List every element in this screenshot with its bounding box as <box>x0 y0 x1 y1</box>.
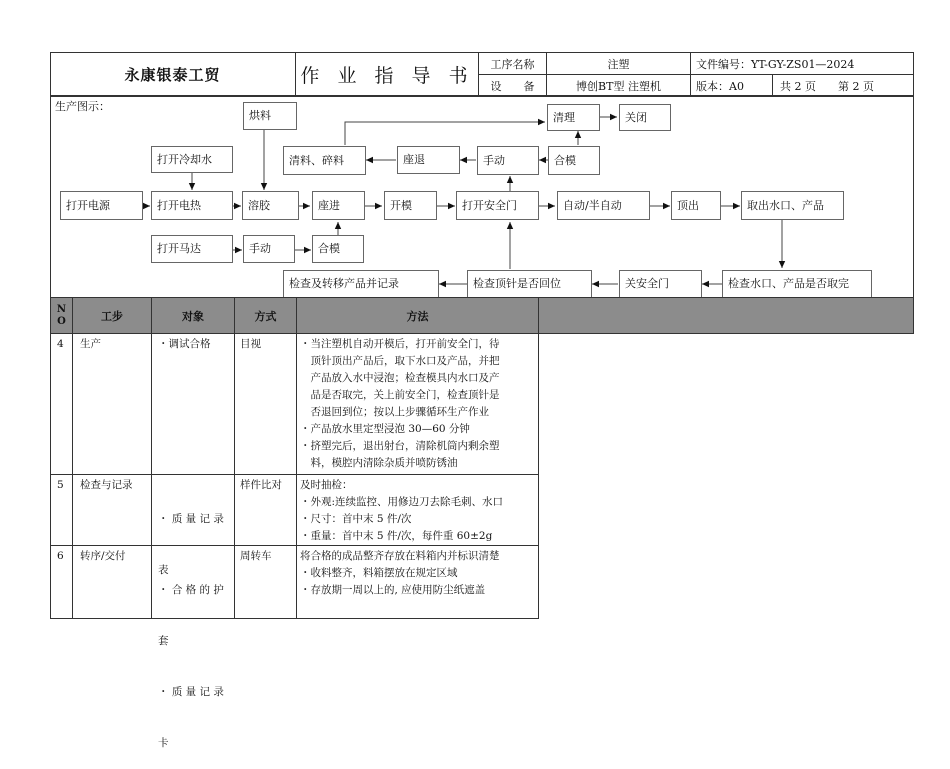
flow-node-clean: 清理 <box>547 104 600 131</box>
flow-node-clamp-bottom: 合模 <box>312 235 364 263</box>
method-line: ・挤塑完后，退出射台，清除机筒内剩余塑 <box>300 440 500 452</box>
method-line: 顶针顶出产品后，取下水口及产品，并把 <box>300 355 500 367</box>
object-line: 卡 <box>158 737 169 749</box>
table-row-4-mode: 目视 <box>240 338 261 350</box>
method-line: ・产品放水里定型浸泡 30—60 分钟 <box>300 423 470 435</box>
table-row-5-step: 检查与记录 <box>80 479 133 491</box>
method-line: ・当注塑机自动开模后，打开前安全门，待 <box>300 338 500 350</box>
table-row-4-object <box>158 336 211 353</box>
col-header-step: 工步 <box>101 309 123 323</box>
table-row-5-method <box>300 477 503 545</box>
flow-node-close-door: 关安全门 <box>619 270 702 298</box>
company-name: 永康银泰工贸 <box>124 65 221 84</box>
object-line: ・调试合格 <box>158 338 211 350</box>
col-header-method: 方法 <box>406 309 429 323</box>
flow-node-mold-open: 开模 <box>384 191 437 220</box>
flow-node-close: 关闭 <box>619 104 671 131</box>
process-value: 注塑 <box>607 57 630 71</box>
method-line: 否退回到位；按以上步骤循环生产作业 <box>300 406 489 418</box>
table-row-5-no: 5 <box>57 479 64 491</box>
method-line: 产品放入水中浸泡；检查模具内水口及产 <box>300 372 500 384</box>
flow-node-check-transfer: 检查及转移产品并记录 <box>283 270 439 298</box>
method-line: 料，模腔内清除杂质并喷防锈油 <box>300 457 458 469</box>
col-header-no: N O <box>56 303 67 327</box>
method-line: ・存放期一周以上的, 应使用防尘纸遮盖 <box>300 584 486 596</box>
object-line: 表 <box>158 564 169 576</box>
col-header-mode: 方式 <box>254 309 277 323</box>
flow-node-seat-in: 座进 <box>312 191 365 220</box>
flow-node-bake: 烘料 <box>243 102 297 130</box>
method-line: 及时抽检： <box>300 479 353 491</box>
flow-node-seat-back: 座退 <box>397 146 460 174</box>
flow-node-manual-bottom: 手动 <box>243 235 295 263</box>
page-current: 第 2 页 <box>838 79 874 93</box>
method-line: 品是否取完，关上前安全门，检查顶针是 <box>300 389 500 401</box>
flow-node-check-taken: 检查水口、产品是否取完 <box>722 270 872 298</box>
method-line: ・尺寸：首中末 5 件/次 <box>300 513 412 525</box>
method-line: 将合格的成品整齐存放在料箱内并标识清楚 <box>300 550 500 562</box>
table-row-4-method <box>300 336 500 472</box>
object-line: ・ 质 量 记 录 <box>158 513 224 525</box>
flow-node-open-cooling: 打开冷却水 <box>151 146 233 173</box>
table-row-4-step: 生产 <box>80 338 101 350</box>
flow-node-take-out: 取出水口、产品 <box>741 191 844 220</box>
flow-node-heat-on: 打开电热 <box>151 191 233 220</box>
method-line: ・重量：首中末 5 件/次，每件重 60±2g <box>300 530 493 542</box>
method-line: ・收料整齐，料箱摆放在规定区域 <box>300 567 458 579</box>
table-row-6-mode: 周转车 <box>240 550 272 562</box>
object-line: ・ 合 格 的 护 <box>158 584 224 596</box>
flow-node-power-on: 打开电源 <box>60 191 143 220</box>
equipment-value: 博创BT型 注塑机 <box>576 79 661 93</box>
version: 版本：A0 <box>696 79 744 93</box>
table-row-5-mode: 样件比对 <box>240 479 282 491</box>
flow-node-manual-top: 手动 <box>477 146 539 175</box>
flow-node-clamp-top: 合模 <box>548 146 600 175</box>
object-line: ・ 质 量 记 录 <box>158 686 224 698</box>
table-row-6-no: 6 <box>57 550 64 562</box>
flow-node-clear-material: 清料、碎料 <box>283 146 366 175</box>
pages-total: 共 2 页 <box>780 79 816 93</box>
flow-node-auto-semi: 自动/半自动 <box>557 191 650 220</box>
table-row-4-no: 4 <box>57 338 64 350</box>
col-header-object: 对象 <box>182 309 204 323</box>
flow-node-melt: 溶胶 <box>242 191 299 220</box>
table-row-6-method <box>300 548 500 599</box>
doc-title: 作 业 指 导 书 <box>300 64 474 87</box>
object-line: 套 <box>158 635 169 647</box>
method-line: ・外观:连续监控、用修边刀去除毛刺、水口 <box>300 496 504 508</box>
file-number: 文件编号：YT-GY-ZS01—2024 <box>696 57 855 71</box>
equipment-label: 设 备 <box>490 79 535 93</box>
process-label: 工序名称 <box>490 57 535 71</box>
flow-node-open-door: 打开安全门 <box>456 191 539 220</box>
table-row-6-object <box>158 548 224 769</box>
table-row-6-step: 转序/交付 <box>80 550 126 562</box>
diagram-label: 生产图示： <box>55 100 110 113</box>
flow-node-eject: 顶出 <box>671 191 721 220</box>
flow-node-motor-on: 打开马达 <box>151 235 233 263</box>
flow-node-check-ejector: 检查顶针是否回位 <box>467 270 592 298</box>
